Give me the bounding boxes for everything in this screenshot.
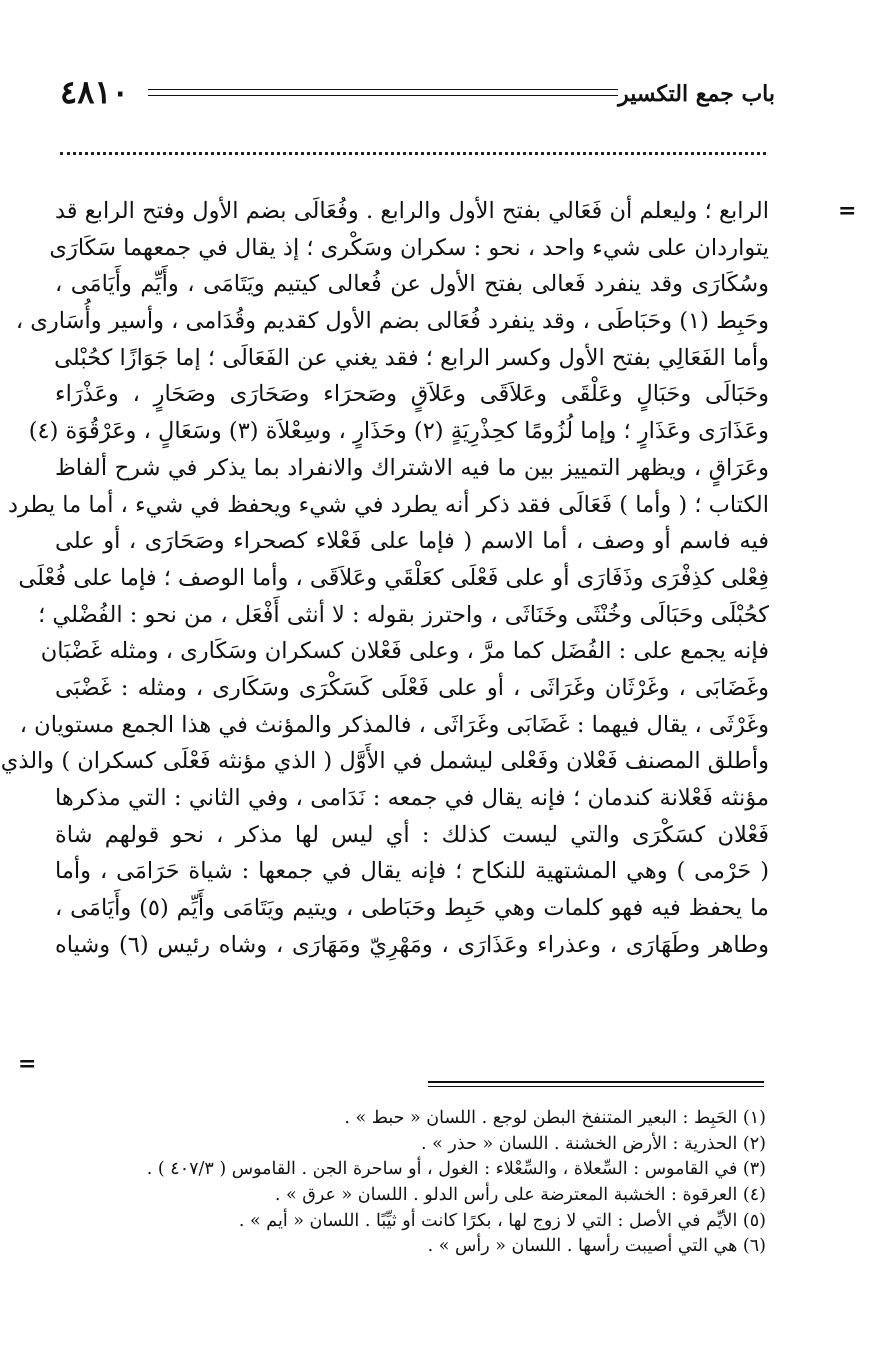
text-line: وأطلق المصنف فَعْلان وفَعْلى ليشمل في الأَوَّل ( الذي مؤنثه فَعْلَى كسكران ) والذي [0, 748, 769, 775]
running-header [30, 73, 775, 118]
footnote: (٥) الأيِّم في الأصل : التي لا زوج لها ، بكرًا كانت أو ثيِّبًا . اللسان « أيم » . [238, 1210, 766, 1231]
text-line: وحَبَالَى وحَبَالٍ وعَلْقَى وعَلاَقَى وعَلاَقٍ وصَحرَاء وصَحَارَى وصَحَارٍ ، وعَذْرَاء [55, 381, 769, 408]
footnote: (٦) هي التي أصيبت رأسها . اللسان « رأس » . [427, 1236, 766, 1257]
footnote-rule [428, 1081, 764, 1083]
text-line: يتواردان على شيء واحد ، نحو : سكران وسَكْرى ؛ إذ يقال في جمعهما سَكَارَى [49, 234, 769, 261]
text-line: وغَضَابَى ، وغَرْثَان وغَرَاثَى ، أو على فَعْلَى كَسَكْرَى وسَكَارى ، ومثله : غَضْبَى [55, 674, 769, 701]
text-line: الرابع ؛ وليعلم أن فَعَالي بفتح الأول والرابع . وفُعَالَى بضم الأول وفتح الرابع قد [55, 198, 769, 224]
main-text [0, 193, 769, 963]
chapter-title: باب جمع التكسير [618, 81, 775, 107]
text-line: الكتاب ؛ ( وأما ) فَعَالَى فقد ذكر أنه يطرد في شيء ويحفظ في شيء ، أما ما يطرد [8, 491, 769, 518]
text-line: فَعْلان كسَكْرَى والتي ليست كذلك : أي ليس لها مذكر ، نحو قولهم شاة [55, 821, 769, 848]
footnote-rule-thin [428, 1086, 764, 1087]
text-line: فيه فاسم أو وصف ، أما الاسم ( فإما على فَعْلاء كصحراء وصَحَارَى ، أو على [55, 528, 769, 555]
text-line: وغَرْثَى ، يقال فيهما : غَضَابَى وغَرَاثَى ، فالمذكر والمؤنث في هذا الجمع مستويان ، [19, 711, 769, 738]
text-line: وسُكَارَى وقد ينفرد فَعالى بفتح الأول عن فُعالى كيتيم ويَتَامَى ، وأَيِّم وأَيَامَى ، [55, 271, 769, 298]
footnote: (٢) الحذرية : الأرض الخشنة . اللسان « حذر » . [421, 1133, 766, 1154]
text-line: وعَذَارَى وعَذَارٍ ؛ وإما لُزُومًا كحِذْرِيَةٍ (٢) وحَذَارٍ ، وسِعْلاَة (٣) وسَعَالٍ ، وعَرْقُوَة (٤) [28, 418, 769, 445]
text-line: وطاهر وطَهَارَى ، وعذراء وعَذَارَى ، ومَهْرِيّ ومَهَارَى ، وشاه رئيس (٦) وشياه [55, 931, 769, 958]
text-line: كحُبْلَى وحَبَالَى وخُنْثَى وخَنَاثَى ، واحترز بقوله : لا أنثى أَفْعَل ، من نحو : الفُضْلي ؛ [38, 601, 769, 628]
header-double-rule [148, 89, 618, 96]
text-line: مؤنثه فَعْلانة كندمان ؛ فإنه يقال في جمعه : نَدَامى ، وفي الثاني : التي مذكرها [55, 785, 769, 811]
text-line: وأما الفَعَالِي بفتح الأول وكسر الرابع ؛ فقد يغني عن الفَعَالَى ؛ إما جَوَازًا كحُبْلى [54, 344, 769, 371]
text-line: وعَرَاقٍ ، ويظهر التمييز بين ما فيه الاشتراك والانفراد بما يذكر في شرح ألفاظ [55, 454, 769, 481]
text-line: فإنه يجمع على : الفُضَل كما مرَّ ، وعلى فَعْلان كسكران وسَكَارى ، ومثله غَضْبَان [40, 638, 769, 665]
text-line: فِعْلى كذِفْرَى وذَفَارَى أو على فَعْلَى كعَلْقَي وعَلاَقَى ، وأما الوصف ؛ فإما على فُعْلَى [18, 564, 769, 591]
footnote: (١) الحَبِط : البعير المتنفخ البطن لوجع . اللسان « حبط » . [344, 1108, 766, 1128]
text-line: ما يحفظ فيه فهو كلمات وهي حَبِط وحَبَاطى ، ويتيم ويَتَامَى وأَيِّم (٥) وأَيَامَى ، [55, 895, 769, 922]
continuation-mark-end: = [18, 1051, 37, 1077]
footnotes [80, 1106, 766, 1260]
page-number: ٤٨١٠ [60, 73, 129, 111]
footnote: (٣) في القاموس : السِّعلاة ، والسِّعْلاء : الغول ، أو ساحرة الجن . القاموس ( ٤٠٧/٣ ) . [146, 1159, 766, 1180]
text-line: ( حَرْمى ) وهي المشتهية للنكاح ؛ فإنه يقال في جمعها : شياة حَرَامَى ، وأما [55, 858, 769, 885]
text-line: وحَبِط (١) وحَبَاطَى ، وقد ينفرد فُعَالى بضم الأول كقديم وقُدَامى ، وأسير وأُسَارى ، [15, 308, 769, 335]
dotted-separator [60, 152, 766, 155]
footnote: (٤) العرقوة : الخشبة المعترضة على رأس الدلو . اللسان « عرق » . [274, 1185, 766, 1206]
continuation-mark-start: = [838, 198, 857, 224]
